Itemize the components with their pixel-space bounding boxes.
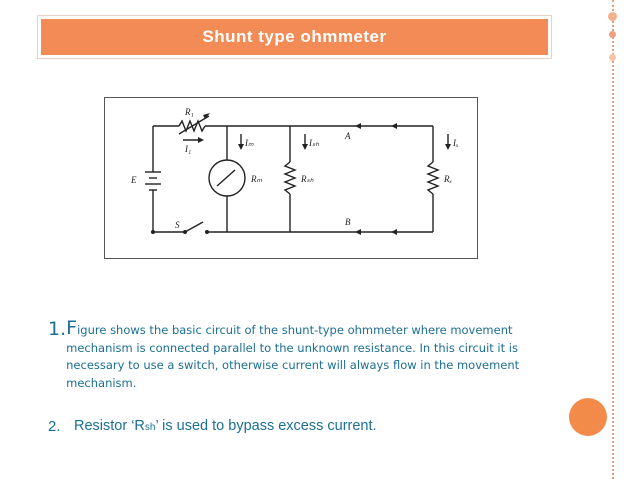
item-body: igure shows the basic circuit of the shunt-type ohmmeter where movement mechanism is connected parallel to the unknown resistance. In this circuit it is necessary to use a switch, otherwise current will always flow in the movement mechanism. xyxy=(66,323,520,390)
item-text-end: ’ is used to bypass excess current. xyxy=(155,418,377,434)
label-rm: Rₘ xyxy=(251,174,263,184)
label-im: Iₘ xyxy=(245,138,254,148)
drop-cap: F xyxy=(66,317,78,339)
label-e: E xyxy=(131,175,137,185)
label-r1: R₁ xyxy=(185,107,194,117)
circuit-figure xyxy=(104,97,478,259)
item-text xyxy=(66,318,568,392)
decoration-dot xyxy=(609,54,616,61)
slide-title: Shunt type ohmmeter xyxy=(202,27,387,46)
label-s: S xyxy=(175,220,180,230)
label-a: A xyxy=(345,131,351,141)
label-rx: Rₓ xyxy=(444,174,453,184)
bullet-list xyxy=(48,317,568,435)
item-number: 1. xyxy=(48,318,67,340)
item-text xyxy=(74,418,377,435)
title-bar xyxy=(38,16,551,58)
label-ix: Iₓ xyxy=(453,138,459,148)
item-subscript: sh xyxy=(144,422,156,433)
decoration-dot-large xyxy=(569,398,607,436)
circuit-diagram xyxy=(105,98,477,258)
label-i1: I₁ xyxy=(185,144,192,154)
side-decoration-line xyxy=(612,0,616,479)
decoration-dot xyxy=(609,31,616,38)
label-rsh: Rₛₕ xyxy=(301,174,314,184)
item-text-start: Resistor ‘R xyxy=(74,418,145,434)
label-ish: Iₛₕ xyxy=(309,138,319,148)
label-b: B xyxy=(345,217,351,227)
item-number: 2. xyxy=(48,418,61,435)
list-item xyxy=(48,318,568,392)
decoration-dot xyxy=(608,12,617,21)
list-item xyxy=(48,418,377,435)
